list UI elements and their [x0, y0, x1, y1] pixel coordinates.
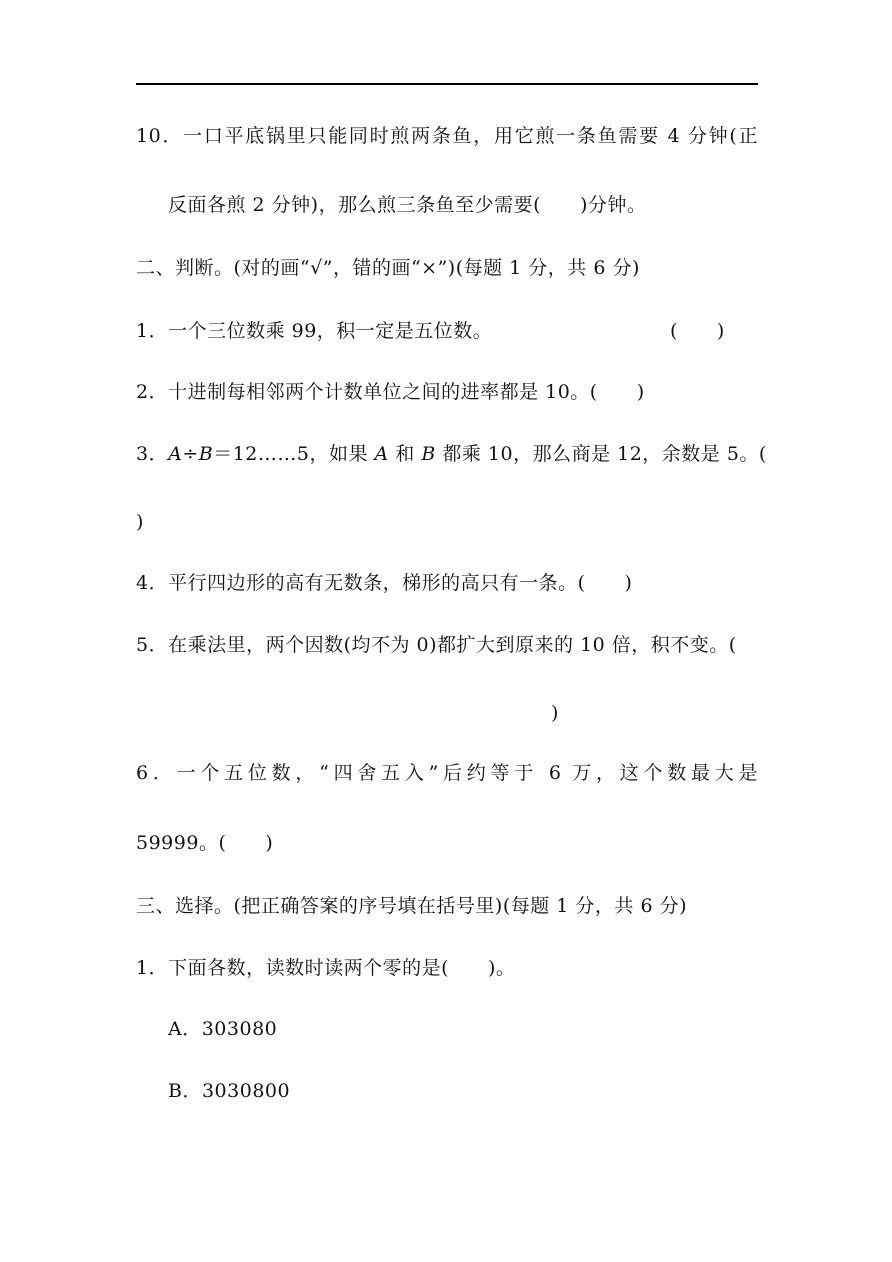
choice-item-1: 1．下面各数，读数时读两个零的是( )。	[136, 957, 516, 979]
judge-item-1: 1．一个三位数乘 99，积一定是五位数。	[136, 320, 493, 342]
judge-item-6-cont: 59999。( )	[136, 832, 274, 854]
header-rule	[136, 83, 758, 85]
judge-item-4: 4．平行四边形的高有无数条，梯形的高只有一条。( )	[136, 572, 633, 594]
section-3-title: 三、选择。(把正确答案的序号填在括号里)(每题 1 分，共 6 分)	[136, 895, 687, 917]
judge-item-6: 6．一个五位数，“四舍五入”后约等于 6 万，这个数最大是	[136, 762, 758, 784]
judge-item-5: 5．在乘法里，两个因数(均不为 0)都扩大到原来的 10 倍，积不变。(	[136, 634, 737, 656]
choice-option-b: B．3030800	[168, 1080, 291, 1102]
question-10-line-1: 10．一口平底锅里只能同时煎两条鱼，用它煎一条鱼需要 4 分钟(正	[136, 125, 758, 147]
judge-item-5-close: )	[551, 702, 559, 724]
judge-item-3: 3．A÷B＝12……5，如果 A 和 B 都乘 10，那么商是 12，余数是 5。(	[136, 443, 767, 465]
section-2-title: 二、判断。(对的画“√”，错的画“×”)(每题 1 分，共 6 分)	[136, 257, 640, 279]
judge-item-3-close: )	[136, 511, 144, 533]
judge-item-2: 2．十进制每相邻两个计数单位之间的进率都是 10。( )	[136, 381, 645, 403]
choice-option-a: A．303080	[168, 1018, 278, 1040]
question-10-line-2: 反面各煎 2 分钟)，那么煎三条鱼至少需要( )分钟。	[168, 194, 647, 216]
judge-item-1-bracket: ( )	[670, 320, 725, 342]
